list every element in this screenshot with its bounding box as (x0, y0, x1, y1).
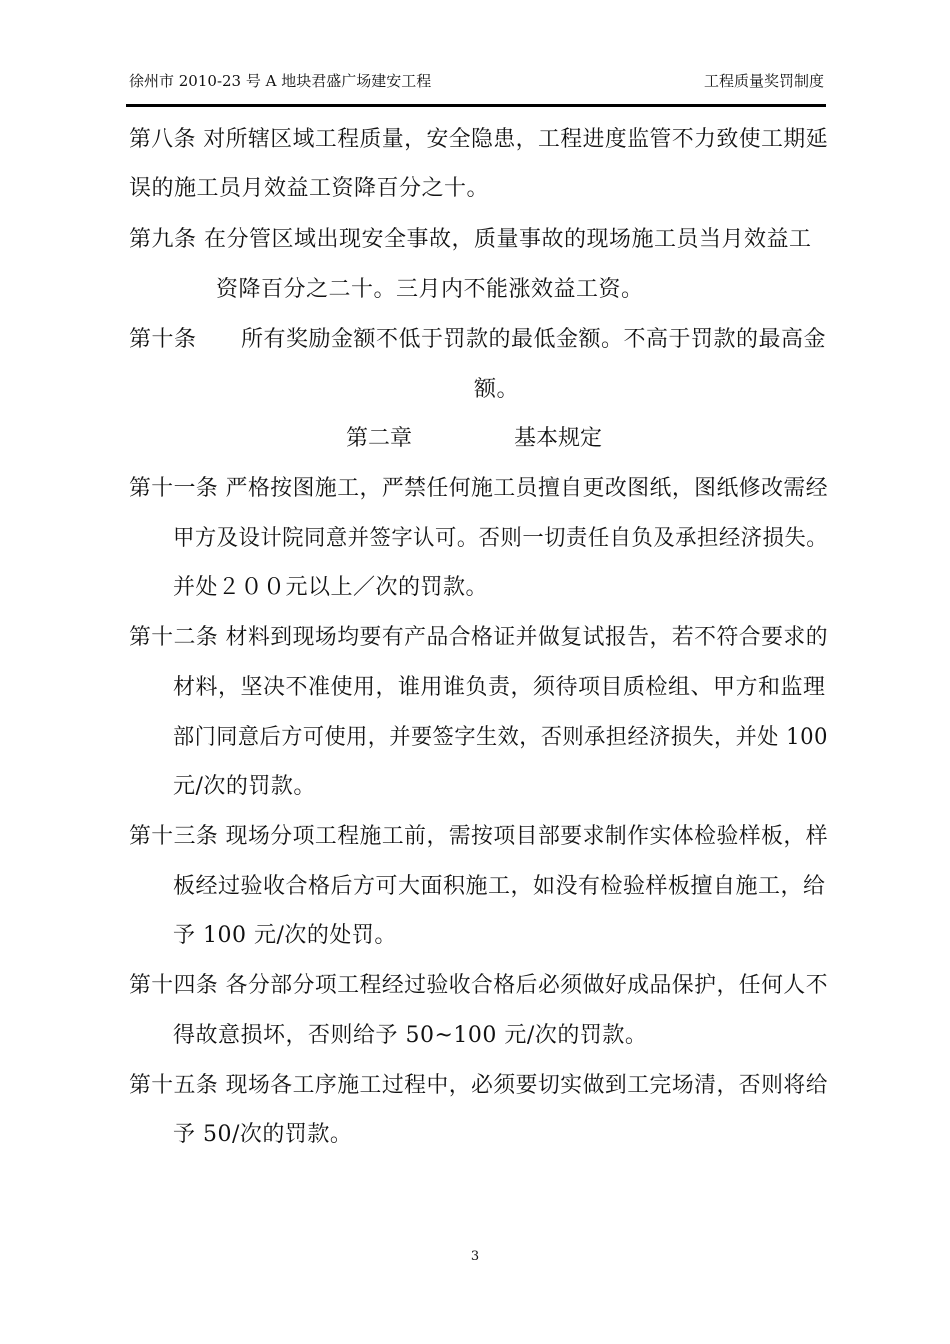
article-15-line-2: 予 50/次的罚款。 (173, 1122, 353, 1147)
article-9-line-1: 第九条 在分管区域出现安全事故，质量事故的现场施工员当月效益工 (129, 227, 812, 252)
article-10-line-1: 所有奖励金额不低于罚款的最低金额。不高于罚款的最高金 (241, 327, 827, 352)
article-10-line-2: 额。 (474, 377, 520, 402)
header-document-title: 工程质量奖罚制度 (703, 72, 824, 90)
article-11-line-3: 并处２００元以上／次的罚款。 (173, 575, 489, 600)
chapter-title: 基本规定 (514, 426, 603, 451)
article-13-line-1: 第十三条 现场分项工程施工前，需按项目部要求制作实体检验样板，样 (129, 824, 829, 849)
header-divider (126, 104, 826, 107)
article-9-line-2: 资降百分之二十。三月内不能涨效益工资。 (216, 277, 644, 302)
article-12-line-3: 部门同意后方可使用，并要签字生效，否则承担经济损失，并处 100 (173, 725, 828, 750)
article-8-line-2: 误的施工员月效益工资降百分之十。 (129, 176, 490, 201)
article-14-line-1: 第十四条 各分部分项工程经过验收合格后必须做好成品保护，任何人不 (129, 973, 829, 998)
page-number: 3 (470, 1249, 480, 1264)
article-14-line-2: 得故意损坏，否则给予 50~100 元/次的罚款。 (173, 1023, 648, 1048)
article-11-line-2: 甲方及设计院同意并签字认可。否则一切责任自负及承担经济损失。 (173, 526, 829, 551)
article-12-line-4: 元/次的罚款。 (173, 774, 316, 799)
chapter-number: 第二章 (346, 426, 413, 451)
article-12-line-2: 材料，坚决不准使用，谁用谁负责，须待项目质检组、甲方和监理 (173, 675, 826, 700)
header-project-title: 徐州市 2010-23 号 A 地块君盛广场建安工程 (129, 72, 432, 90)
article-13-line-2: 板经过验收合格后方可大面积施工，如没有检验样板擅自施工，给 (173, 874, 826, 899)
article-12-line-1: 第十二条 材料到现场均要有产品合格证并做复试报告，若不符合要求的 (129, 625, 829, 650)
article-10-label: 第十条 (129, 327, 197, 352)
article-13-line-3: 予 100 元/次的处罚。 (173, 923, 397, 948)
article-15-line-1: 第十五条 现场各工序施工过程中，必须要切实做到工完场清，否则将给 (129, 1073, 829, 1098)
article-8-line-1: 第八条 对所辖区域工程质量，安全隐患，工程进度监管不力致使工期延 (129, 127, 829, 152)
article-11-line-1: 第十一条 严格按图施工，严禁任何施工员擅自更改图纸，图纸修改需经 (129, 476, 829, 501)
